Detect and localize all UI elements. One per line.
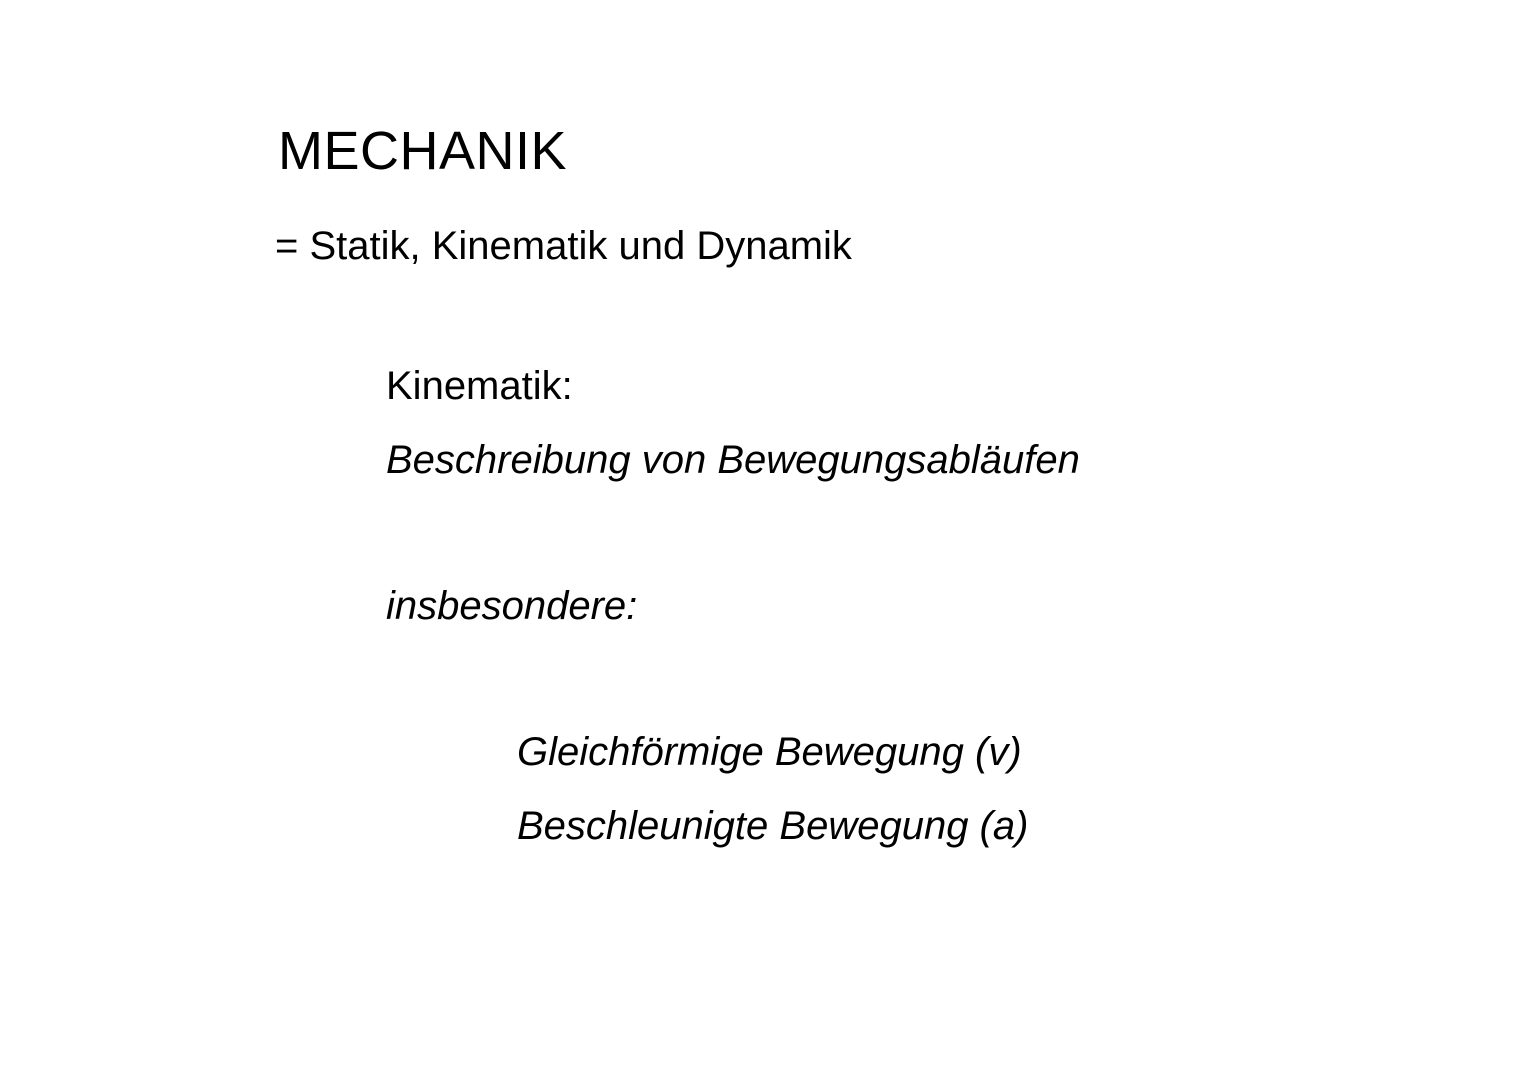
term-heading: Kinematik: bbox=[386, 364, 573, 408]
slide-subtitle: = Statik, Kinematik und Dynamik bbox=[275, 224, 852, 268]
slide-title: MECHANIK bbox=[278, 121, 568, 181]
term-definition: Beschreibung von Bewegungsabläufen bbox=[386, 438, 1080, 482]
especially-label: insbesondere: bbox=[386, 584, 638, 628]
list-item: Gleichförmige Bewegung (v) bbox=[517, 730, 1022, 774]
list-item: Beschleunigte Bewegung (a) bbox=[517, 804, 1029, 848]
